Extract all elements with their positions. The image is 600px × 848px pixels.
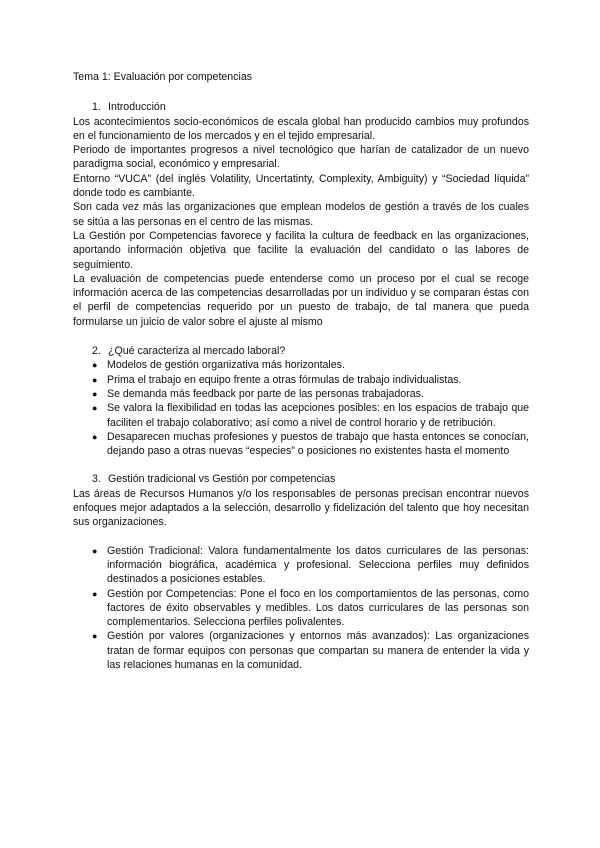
list-item-text: Se demanda más feedback por parte de las personas trabajadoras.: [107, 387, 424, 400]
section-1-heading: [92, 100, 529, 114]
list-item-text: Gestión por Competencias: Pone el foco en los comportamientos de las personas, como factores de éxito observables y medibles. Los datos curriculares de las personas son complementarios. Selecciona perfiles polivalentes.: [107, 587, 529, 629]
list-item: [73, 358, 529, 372]
list-item: [73, 401, 529, 430]
list-item-text: Desaparecen muchas profesiones y puestos de trabajo que hasta entonces se conocían, dejando paso a otras nuevas “especies” o posiciones no existentes hasta el momento: [107, 430, 529, 458]
bullet-icon: ●: [92, 403, 98, 414]
list-item-text: Gestión Tradicional: Valora fundamentalmente los datos curriculares de las personas: información biográfica, académica y profesional. Selecciona perfiles muy definidos destinados a posiciones estables.: [107, 544, 529, 586]
list-item-text: Prima el trabajo en equipo frente a otras fórmulas de trabajo individualistas.: [107, 373, 462, 386]
section-3-title: Gestión tradicional vs Gestión por competencias: [108, 473, 336, 486]
document-page: [73, 70, 529, 672]
bullet-icon: ●: [92, 360, 98, 371]
list-item-text: Se valora la flexibilidad en todas las acepciones posibles: en los espacios de trabajo que faciliten el trabajo colaborativo; así como a nivel de control horario y de retribución.: [107, 402, 529, 429]
bullet-icon: ●: [92, 431, 98, 442]
section-3-heading: [92, 472, 529, 486]
section-1-paragraph-2: Periodo de importantes progresos a nivel tecnológico que harían de catalizador de un nuevo paradigma social, económico y empresarial.: [73, 144, 529, 171]
list-item: [73, 430, 529, 459]
list-item: [73, 544, 529, 587]
bullet-icon: ●: [92, 374, 98, 385]
section-1-paragraph-5: La Gestión por Competencias favorece y facilita la cultura de feedback en las organizaciones, aportando información objetiva que facilite la evaluación del candidato o las labores de seguimiento.: [73, 229, 529, 271]
bullet-icon: ●: [92, 588, 98, 599]
section-3-number: 3.: [92, 473, 101, 486]
list-item: [73, 373, 529, 387]
section-3-bullet-list: [73, 544, 529, 673]
list-item: [73, 587, 529, 630]
section-3-paragraph: Las áreas de Recursos Humanos y/o los responsables de personas precisan encontrar nuevos enfoques mejor adaptados a la selección, desarrollo y fidelización del talento que hoy necesitan sus organizaciones.: [73, 487, 529, 529]
list-item: [73, 629, 529, 672]
list-item: [73, 387, 529, 401]
section-1-paragraph-4: Son cada vez más las organizaciones que emplean modelos de gestión a través de los cuales se sitúa a las personas en el centro de las mismas.: [73, 201, 529, 228]
bullet-icon: ●: [92, 631, 98, 642]
bullet-icon: ●: [92, 388, 98, 399]
bullet-icon: ●: [92, 545, 98, 556]
section-2-title: ¿Qué caracteriza al mercado laboral?: [108, 345, 286, 358]
section-1-number: 1.: [92, 101, 101, 114]
section-1-title: Introducción: [108, 101, 166, 114]
list-item-text: Gestión por valores (organizaciones y entornos más avanzados): Las organizaciones tratan de formar equipos con personas que compartan su manera de entender la vida y las relaciones humanas en la comunidad.: [107, 630, 529, 671]
section-1-paragraph-3: Entorno “VUCA” (del inglés Volatility, Uncertatinty, Complexity, Ambiguity) y “Sociedad líquida” donde todo es cambiante.: [73, 172, 529, 200]
list-item-text: Modelos de gestión organizativa más horizontales.: [107, 359, 345, 372]
section-1-paragraph-1: Los acontecimientos socio-económicos de escala global han producido cambios muy profundos en el funcionamiento de los mercados y en el tejido empresarial.: [73, 115, 529, 142]
document-title: Tema 1: Evaluación por competencias: [73, 71, 253, 83]
section-2-bullet-list: [73, 358, 529, 458]
section-1-paragraph-6: La evaluación de competencias puede entenderse como un proceso por el cual se recoge información acerca de las competencias desarrolladas por un individuo y se comparan éstas con el perfil de competencias requerido por un puesto de trabajo, de tal manera que pueda formularse un juicio de valor sobre el ajuste al mismo: [73, 272, 529, 328]
section-2-number: 2.: [92, 345, 101, 358]
section-2-heading: [92, 344, 529, 358]
